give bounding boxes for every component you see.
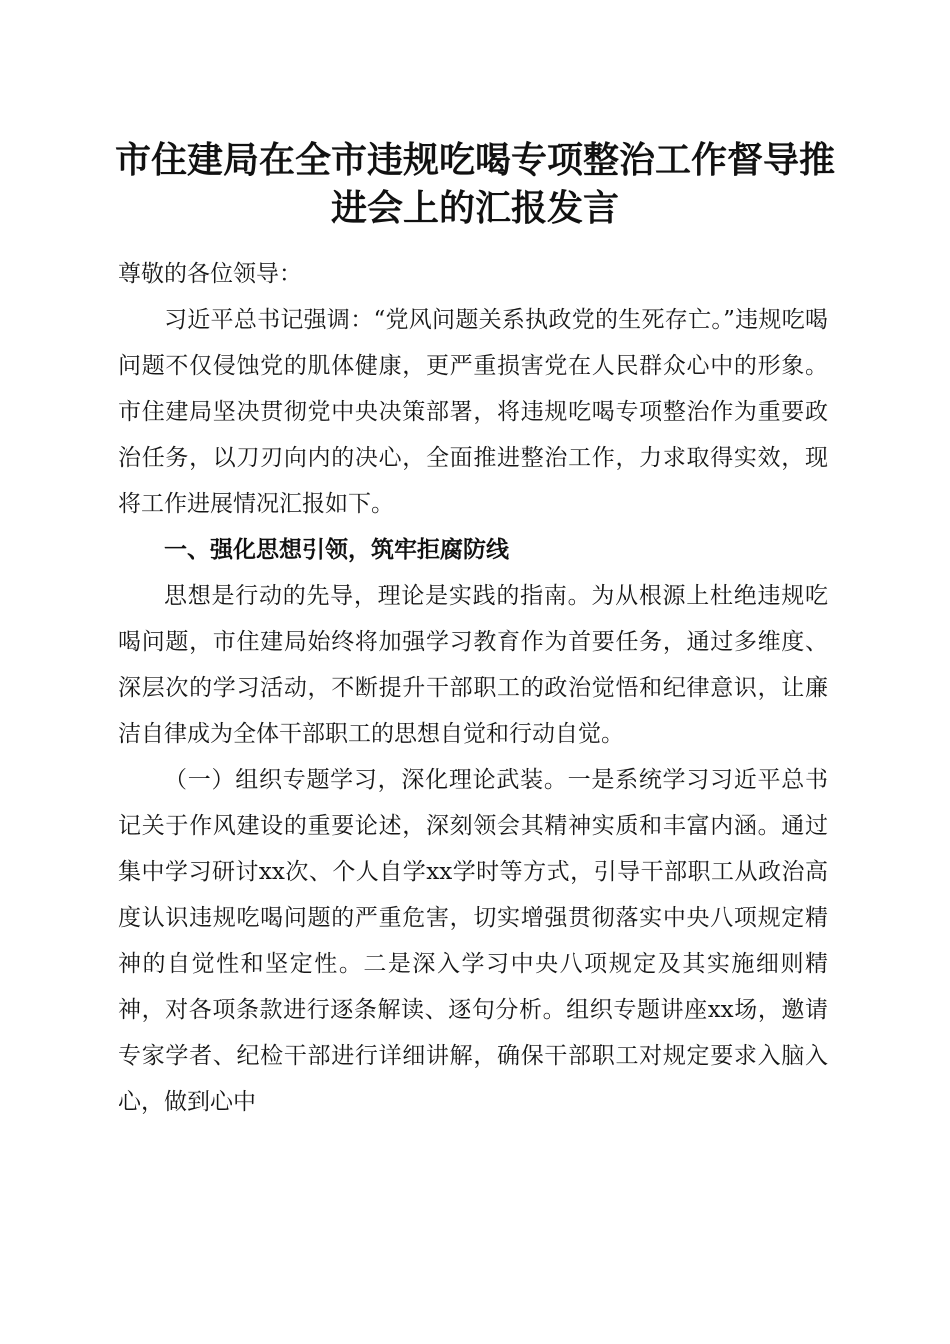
document-body — [118, 251, 828, 1125]
salutation: 尊敬的各位领导： — [118, 261, 302, 287]
section-heading: 一、强化思想引领，筑牢拒腐防线 — [164, 537, 509, 563]
opening-paragraph: 习近平总书记强调：“党风问题关系执政党的生死存亡。”违规吃喝问题不仅侵蚀党的肌体健康，更严重损害党在人民群众心中的形象。市住建局坚决贯彻党中央决策部署，将违规吃喝专项整治作为重要政治任务，以刀刃向内的决心，全面推进整治工作，力求取得实效，现将工作进展情况汇报如下。 — [118, 307, 828, 517]
section-intro-paragraph: 思想是行动的先导，理论是实践的指南。为从根源上杜绝违规吃喝问题，市住建局始终将加强学习教育作为首要任务，通过多维度、深层次的学习活动，不断提升干部职工的政治觉悟和纪律意识，让廉洁自律成为全体干部职工的思想自觉和行动自觉。 — [118, 583, 828, 747]
document-title: 市住建局在全市违规吃喝专项整治工作督导推进会上的汇报发言 — [114, 139, 835, 229]
subsection-paragraph: （一）组织专题学习，深化理论武装。一是系统学习习近平总书记关于作风建设的重要论述，深刻领会其精神实质和丰富内涵。通过集中学习研讨xx次、个人自学xx学时等方式，引导干部职工从政治高度认识违规吃喝问题的严重危害，切实增强贯彻落实中央八项规定精神的自觉性和坚定性。二是深入学习中央八项规定及其实施细则精神，对各项条款进行逐条解读、逐句分析。组织专题讲座xx场，邀请专家学者、纪检干部进行详细讲解，确保干部职工对规定要求入脑入心，做到心中 — [118, 767, 828, 1115]
